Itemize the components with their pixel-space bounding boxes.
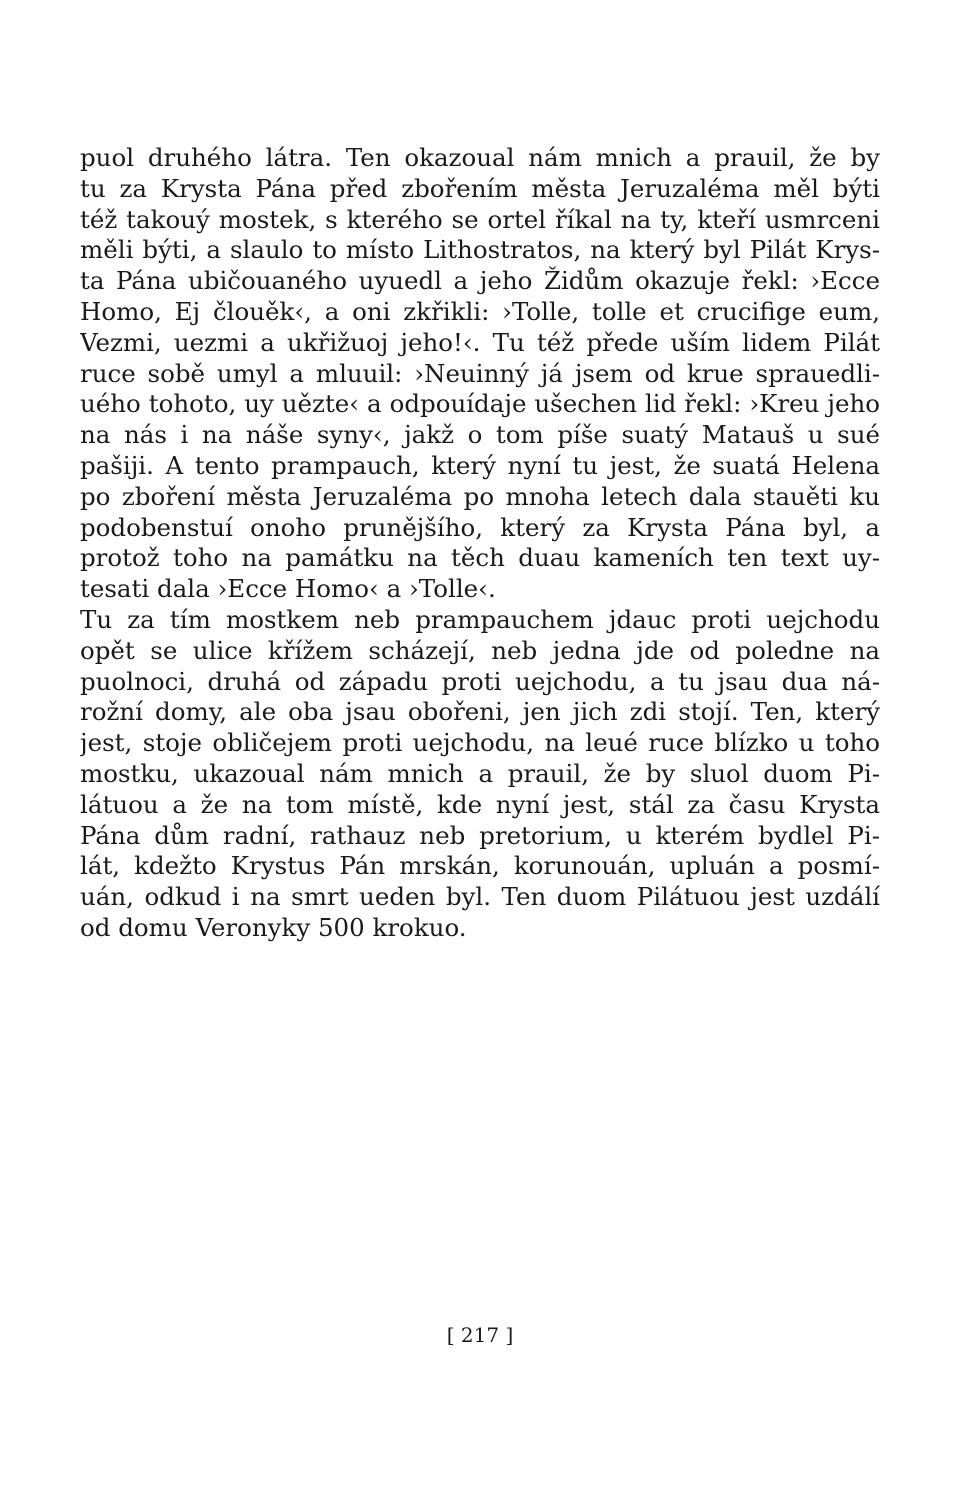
- text-line: lát, kdežto Krystus Pán mrskán, korunouán, upluán a posmí-: [80, 851, 880, 881]
- text-line: jest, stoje obličejem proti uejchodu, na leué ruce blízko u toho: [80, 728, 880, 758]
- text-line: na nás i na náše syny‹, jakž o tom píše suatý Matauš u sué: [80, 420, 880, 450]
- page-number: [ 217 ]: [446, 1323, 514, 1347]
- text-line: tu za Krysta Pána před zbořením města Jeruzaléma měl býti: [80, 173, 880, 203]
- text-line: ruce sobě umyl a mluuil: ›Neuinný já jsem od krue sprauedli-: [80, 358, 880, 388]
- text-line: uán, odkud i na smrt ueden byl. Ten duom Pilátuou jest uzdálí: [80, 882, 880, 912]
- text-line: látuou a že na tom místě, kde nyní jest, stál za času Krysta: [80, 789, 880, 819]
- text-line: měli býti, a slaulo to místo Lithostratos, na který byl Pilát Krys-: [80, 235, 880, 265]
- text-line: rožní domy, ale oba jsau obořeni, jen jich zdi stojí. Ten, který: [80, 697, 880, 727]
- text-line: opět se ulice křížem scházejí, neb jedna jde od poledne na: [80, 635, 880, 665]
- text-line: tesati dala ›Ecce Homo‹ a ›Tolle‹.: [80, 574, 496, 604]
- text-line: pašiji. A tento prampauch, který nyní tu jest, že suatá Helena: [80, 450, 880, 480]
- text-line: Homo, Ej člouěk‹, a oni zkřikli: ›Tolle, tolle et crucifige eum,: [80, 296, 880, 326]
- text-line: Pána dům radní, rathauz neb pretorium, u kterém bydlel Pi-: [80, 820, 880, 850]
- text-line: od domu Veronyky 500 krokuo.: [80, 912, 467, 942]
- text-line: Tu za tím mostkem neb prampauchem jdauc proti uejchodu: [80, 604, 880, 634]
- text-line: ta Pána ubičouaného uyuedl a jeho Židům okazuje řekl: ›Ecce: [80, 266, 880, 296]
- text-line: uého tohoto, uy uězte‹ a odpouídaje ušechen lid řekl: ›Kreu jeho: [80, 389, 880, 419]
- text-line: po zboření města Jeruzaléma po mnoha letech dala stauěti ku: [80, 481, 880, 511]
- text-line: též takouý mostek, s kterého se ortel říkal na ty, kteří usmrceni: [80, 204, 880, 234]
- text-line: puolnoci, druhá od západu proti uejchodu, a tu jsau dua ná-: [80, 666, 880, 696]
- body-text: [80, 143, 880, 944]
- text-line: protož toho na památku na těch duau kameních ten text uy-: [80, 543, 880, 573]
- text-line: Vezmi, uezmi a ukřižuoj jeho!‹. Tu též přede uším lidem Pilát: [80, 327, 880, 357]
- text-line: podobenstuí onoho prunějšího, který za Krysta Pána byl, a: [80, 512, 880, 542]
- text-line: puol druhého látra. Ten okazoual nám mnich a prauil, že by: [80, 143, 880, 172]
- text-line: mostku, ukazoual nám mnich a prauil, že by sluol duom Pi-: [80, 758, 880, 788]
